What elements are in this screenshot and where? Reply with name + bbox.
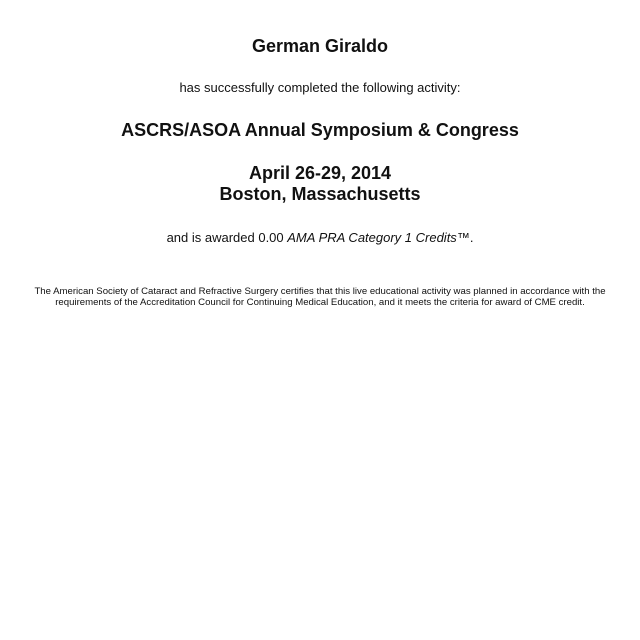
completed-text: has successfully completed the following activity: (179, 80, 461, 95)
credits-suffix: ™. (456, 230, 474, 245)
credit-type: AMA PRA Category 1 Credits (287, 230, 457, 245)
activity-location: Boston, Massachusetts (219, 184, 421, 204)
accreditation-statement: The American Society of Cataract and Refractive Surgery certifies that this live educational activity was planned in accordance with the requirements of the Accreditation Council for Continuing Medical Education, and it meets the criteria for award of CME credit. (34, 286, 606, 308)
credits-prefix: and is awarded 0.00 (166, 230, 288, 245)
recipient-name: German Giraldo (251, 36, 389, 56)
credits-awarded (0, 230, 640, 245)
activity-dates: April 26-29, 2014 (248, 163, 392, 183)
activity-title: ASCRS/ASOA Annual Symposium & Congress (121, 120, 519, 140)
